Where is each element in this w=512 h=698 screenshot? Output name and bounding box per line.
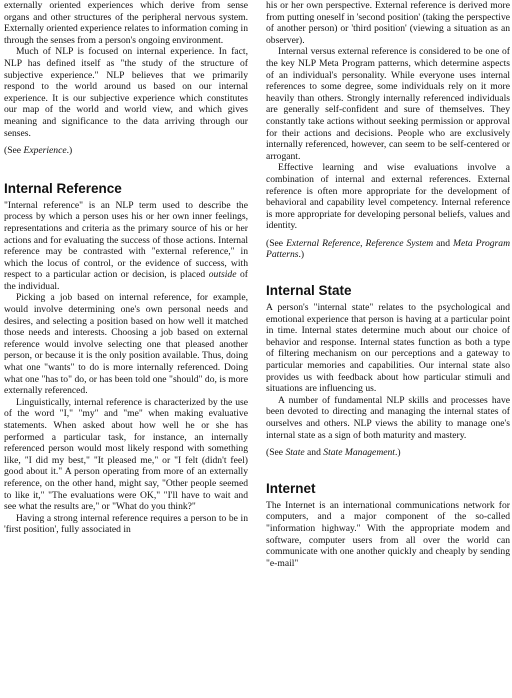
paragraph-perspective: his or her own perspective. External reference is derived more from putting oneself in 'second position' (taking the perspective of another person) or 'third position' (viewing a situation as an observer). bbox=[266, 0, 510, 46]
cross-reference-meta-program-patterns[interactable]: Meta Program Patterns bbox=[266, 237, 511, 261]
paragraph-linguistic-markers: Linguistically, internal reference is characterized by the use of the word "I," "my" and "me" when making evaluative statements. When asked about how well he or she has performed a particular task, for instance, an internally referenced person would most likely respond with something like, "I did my best," "It pleased me," or "I felt (didn't feel) good about it." A person operating from more of an externally reference, on the other hand, might say, "Other people seemed to like it," "The evaluations were OK," "I'll have to wait and see what the results are," or "What do you think?" bbox=[4, 396, 248, 513]
left-column bbox=[4, 0, 248, 536]
cross-reference-experience[interactable]: Experience bbox=[23, 145, 67, 157]
cross-reference-state-management[interactable]: State Management bbox=[323, 447, 395, 459]
paragraph-nlp-internal-experience: Much of NLP is focused on internal experience. In fact, NLP has defined itself as "the study of the structure of subjective experience." NLP believes that we primarily respond to the world around us based on our internal experience. It is our subjective experience which constitutes our map of the world and world view, and which gives meaning and significance to the data arriving through our senses. bbox=[4, 46, 248, 139]
heading-internal-reference: Internal Reference bbox=[4, 180, 122, 196]
cross-reference-reference-system[interactable]: Reference System bbox=[365, 237, 434, 249]
paragraph-internal-reference-definition: "Internal reference" is an NLP term used to describe the process by which a person uses his or her own inner feelings, representations and criteria as the primary source of his or her actions and for evaluating the success of those actions. Internal reference may be contrasted with "external reference," in which the locus of control, or the evidence of success, with respect to a particular action or decision, is placed outside of the individual. bbox=[4, 199, 249, 292]
paragraph-internet-definition: The Internet is an international communications network for computers, and a major component of the so-called "information highway." With the appropriate modem and software, computer users from all over the world can communicate with one another quickly and cheaply by sending "e-mail" bbox=[266, 499, 510, 569]
paragraph-state-skills: A number of fundamental NLP skills and processes have been devoted to directing and managing the internal states of ourselves and others. NLP views the ability to manage one's internal state as a sign of both maturity and mastery. bbox=[266, 394, 510, 441]
heading-internal-state: Internal State bbox=[266, 283, 352, 299]
paragraph-meta-program: Internal versus external reference is considered to be one of the key NLP Meta Program patterns, which determine aspects of an individual's personality. While everyone uses internal references to some degree, some individuals rely on it more heavily than others. Strongly internally referenced individuals are generally self-confident and sure of themselves. They constantly take actions without seeking permission or approval for their actions and decisions. People who are exclusively internally referenced, however, can seem to be self-centered or arrogant. bbox=[266, 46, 510, 162]
see-also-state: (See State and State Management.) bbox=[266, 447, 401, 459]
paragraph-internal-state-definition: A person's "internal state" relates to the psychological and emotional experience that person is having at a particular point in time. Internal states determine much about our choice of behavior and response. Internal states function as both a type of filtering mechanism on our perceptions and a gateway to particular memories and capabilities. Our internal state also provides us with feedback about how particular stimuli and situations are influencing us. bbox=[266, 302, 510, 395]
cross-reference-external-reference[interactable]: External Reference bbox=[286, 237, 361, 249]
right-column bbox=[266, 0, 510, 569]
heading-internet: Internet bbox=[266, 480, 316, 496]
paragraph-effective-learning: Effective learning and wise evaluations involve a combination of internal and external references. External reference is often more appropriate for the development of behavioral and capability level competency. Internal reference is more appropriate for developing personal beliefs, values and identity. bbox=[266, 162, 510, 232]
see-also-experience: (See Experience.) bbox=[4, 145, 73, 157]
cross-reference-state[interactable]: State bbox=[285, 447, 305, 459]
paragraph-external-experience: externally oriented experiences which derive from sense organs and other structures of the peripheral nervous system. Externally oriented experience relates to information coming in through the senses from a person's ongoing environment. bbox=[4, 0, 248, 46]
paragraph-job-example: Picking a job based on internal reference, for example, would involve determining one's own personal needs and desires, and selecting a position based on how well it matched those needs and interests. Choosing a job based on external reference would involve selecting one that pleased another person, or because it is the only position available. Thus, doing what one "wants" to do is more internally referenced. Doing what one "has to" do, or has been told one "should" do, is more externally referenced. bbox=[4, 292, 248, 397]
paragraph-first-position: Having a strong internal reference requires a person to be in 'first position', fully associated in bbox=[4, 512, 248, 536]
see-also-external-reference: (See External Reference, Reference System and Meta Program Patterns.) bbox=[266, 237, 511, 261]
